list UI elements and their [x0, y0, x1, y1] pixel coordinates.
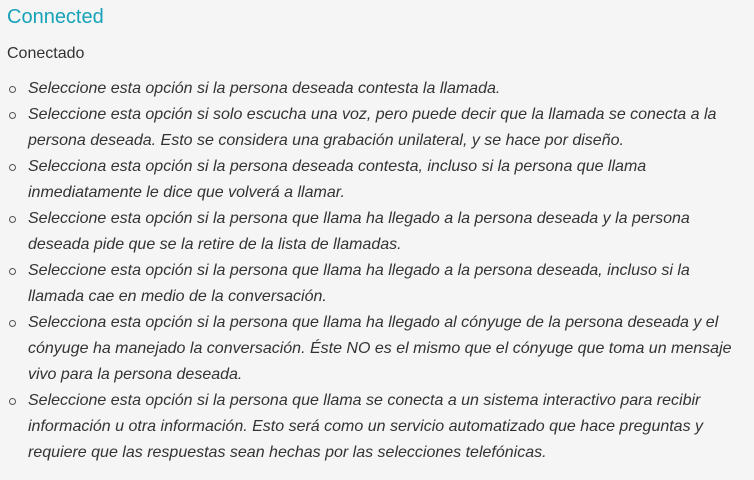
list-item: Selecciona esta opción si la persona deseada contesta, incluso si la persona que llama inmediatamente le dice que volverá a llamar. [7, 154, 749, 206]
list-item: Selecciona esta opción si la persona que llama ha llegado al cónyuge de la persona deseada y el cónyuge ha manejado la conversación. Éste NO es el mismo que el cónyuge que toma un mensaje vivo para la persona deseada. [7, 310, 749, 388]
list-item: Seleccione esta opción si la persona que llama ha llegado a la persona deseada, incluso si la llamada cae en medio de la conversación. [7, 258, 749, 310]
list-item: Seleccione esta opción si la persona deseada contesta la llamada. [7, 76, 749, 102]
section-title: Connected [7, 6, 104, 28]
description-list [7, 76, 749, 466]
list-item: Seleccione esta opción si solo escucha una voz, pero puede decir que la llamada se conecta a la persona deseada. Esto se considera una grabación unilateral, y se hace por diseño. [7, 102, 749, 154]
section-subtitle: Conectado [7, 45, 85, 62]
list-item: Seleccione esta opción si la persona que llama se conecta a un sistema interactivo para recibir información u otra información. Esto será como un servicio automatizado que hace preguntas y requiere que las respuestas sean hechas por las selecciones telefónicas. [7, 388, 749, 466]
list-item: Seleccione esta opción si la persona que llama ha llegado a la persona deseada y la persona deseada pide que se la retire de la lista de llamadas. [7, 206, 749, 258]
